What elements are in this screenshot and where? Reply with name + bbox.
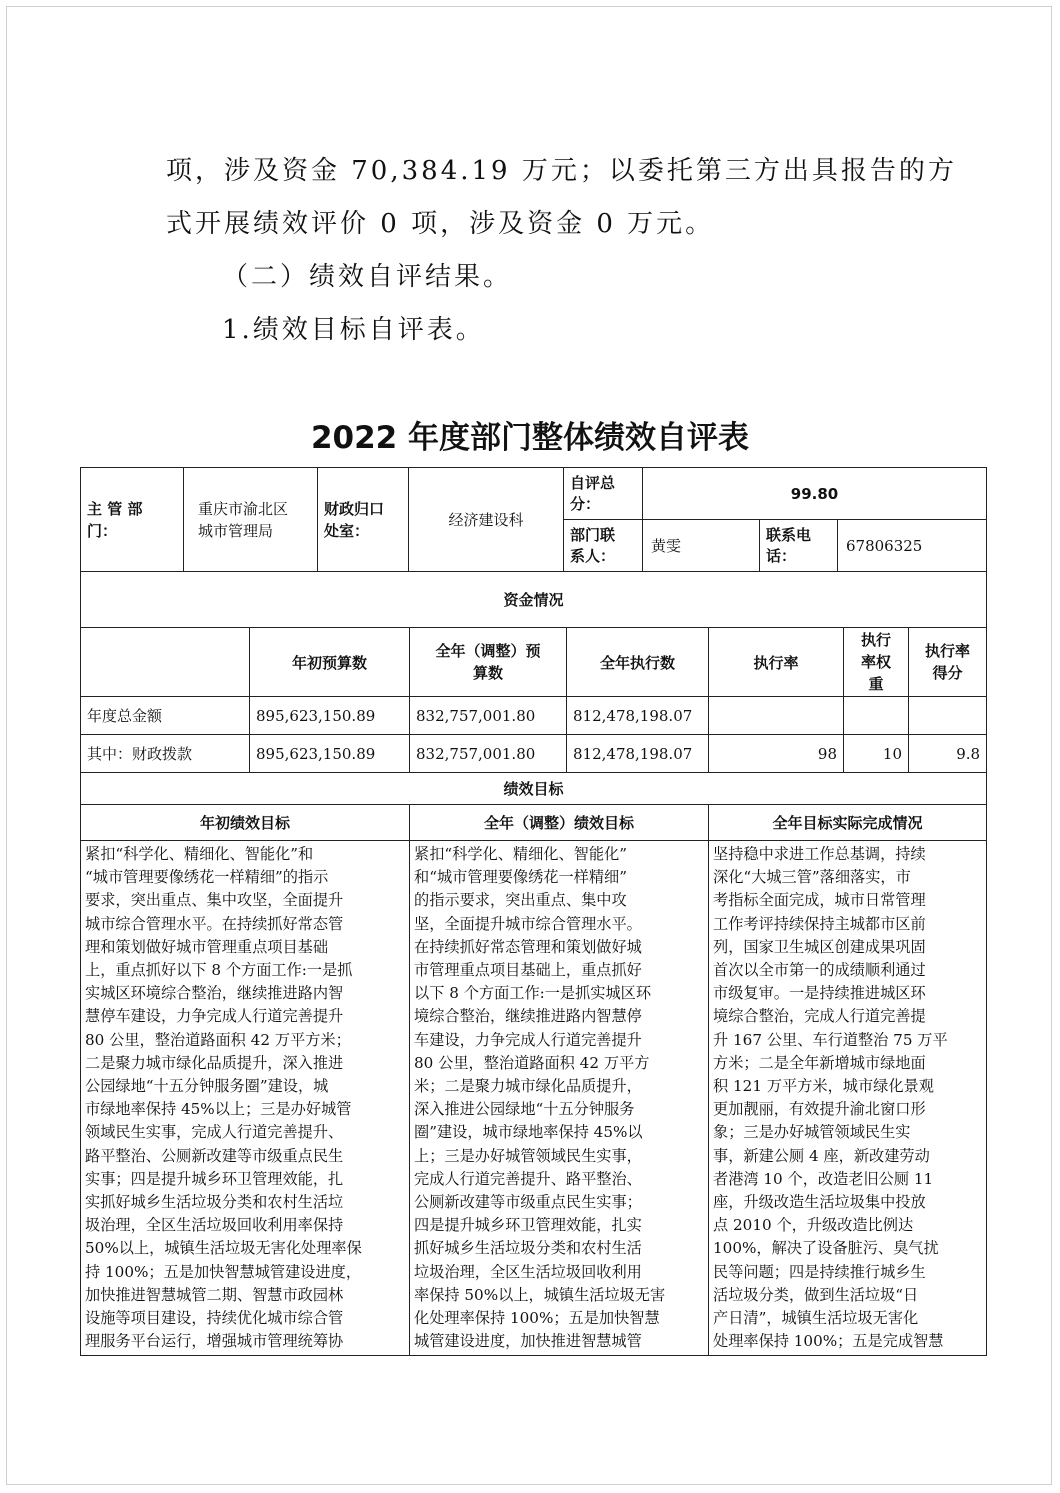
row-score bbox=[909, 697, 987, 735]
table-row bbox=[81, 697, 987, 735]
goals-section-label: 绩效目标 bbox=[81, 773, 987, 805]
contact-label: 部门联 系人： bbox=[564, 520, 643, 572]
row-weight bbox=[844, 697, 909, 735]
goals-col-adjusted: 全年（调整）绩效目标 bbox=[410, 805, 709, 841]
row-executed: 812,478,198.07 bbox=[567, 735, 709, 773]
section-heading: （二）绩效自评结果。 bbox=[222, 262, 513, 292]
row-adjusted: 832,757,001.80 bbox=[410, 697, 567, 735]
funds-col-rate: 执行率 bbox=[709, 628, 844, 697]
paragraph-1: 项，涉及资金 70,384.19 万元；以委托第三方出具报告的方 bbox=[166, 156, 957, 186]
goals-table bbox=[80, 772, 987, 1356]
contact-value: 黄雯 bbox=[643, 520, 760, 572]
subsection-heading: 1.绩效目标自评表。 bbox=[222, 315, 485, 345]
row-initial: 895,623,150.89 bbox=[250, 735, 410, 773]
row-initial: 895,623,150.89 bbox=[250, 697, 410, 735]
score-value: 99.80 bbox=[643, 468, 987, 520]
funds-section-label: 资金情况 bbox=[81, 572, 987, 628]
header-table bbox=[80, 467, 987, 572]
paragraph-2: 式开展绩效评价 0 项，涉及资金 0 万元。 bbox=[166, 209, 715, 239]
funds-col-initial: 年初预算数 bbox=[250, 628, 410, 697]
goals-col-initial: 年初绩效目标 bbox=[81, 805, 410, 841]
initial-goal-text: 紧扣“科学化、精细化、智能化”和 “城市管理要像绣花一样精细”的指示 要求，突出重点、集中攻坚，全面提升 城市综合管理水平。在持续抓好常态管 理和策划做好城市管理重点项目基础 上，重点抓好以下 8 个方面工作:一是抓 实城区环境综合整治，继续推进路内智 慧停车建设，力争完成人行道完善提升 80 公里，整治道路面积 42 万平方米； 二是聚力城市绿化品质提升，深入推进 公园绿地“十五分钟服务圈”建设，城 市绿地率保持 45%以上；三是办好城管 领域民生实事，完成人行道完善提升、 路平整治、公厕新改建等市级重点民生 实事；四是提升城乡环卫管理效能，扎 实抓好城乡生活垃圾分类和农村生活垃 圾治理，全区生活垃圾回收利用率保持 50%以上，城镇生活垃圾无害化处理率保 持 100%；五是加快智慧城管建设进度， 加快推进智慧城管二期、智慧市政园林 设施等项目建设，持续优化城市综合管 理服务平台运行，增强城市管理统筹协 bbox=[81, 841, 410, 1356]
funds-col-weight: 执行 率权 重 bbox=[844, 628, 909, 697]
row-adjusted: 832,757,001.80 bbox=[410, 735, 567, 773]
phone-value: 67806325 bbox=[838, 520, 987, 572]
row-score: 9.8 bbox=[909, 735, 987, 773]
funds-col-0 bbox=[81, 628, 250, 697]
funds-col-score: 执行率 得分 bbox=[909, 628, 987, 697]
fin-office-label: 财政归口 处室： bbox=[318, 468, 409, 572]
adjusted-goal-text: 紧扣“科学化、精细化、智能化” 和“城市管理要像绣花一样精细” 的指示要求，突出重点、集中攻 坚，全面提升城市综合管理水平。 在持续抓好常态管理和策划做好城 市管理重点项目基础上，重点抓好 以下 8 个方面工作:一是抓实城区环 境综合整治，继续推进路内智慧停 车建设，力争完成人行道完善提升 80 公里，整治道路面积 42 万平方 米；二是聚力城市绿化品质提升， 深入推进公园绿地“十五分钟服务 圈”建设，城市绿地率保持 45%以 上；三是办好城管领域民生实事， 完成人行道完善提升、路平整治、 公厕新改建等市级重点民生实事； 四是提升城乡环卫管理效能，扎实 抓好城乡生活垃圾分类和农村生活 垃圾治理，全区生活垃圾回收利用 率保持 50%以上，城镇生活垃圾无害 化处理率保持 100%；五是加快智慧 城管建设进度，加快推进智慧城管 bbox=[410, 841, 709, 1356]
goals-col-actual: 全年目标实际完成情况 bbox=[709, 805, 987, 841]
form-title: 2022 年度部门整体绩效自评表 bbox=[310, 420, 750, 456]
funds-col-executed: 全年执行数 bbox=[567, 628, 709, 697]
fin-office-value: 经济建设科 bbox=[409, 468, 564, 572]
funds-table bbox=[80, 571, 987, 773]
row-label: 其中：财政拨款 bbox=[81, 735, 250, 773]
phone-label: 联系电 话： bbox=[760, 520, 838, 572]
score-label: 自评总 分： bbox=[564, 468, 643, 520]
actual-completion-text: 坚持稳中求进工作总基调，持续 深化“大城三管”落细落实，市 考指标全面完成，城市日常管理 工作考评持续保持主城都市区前 列，国家卫生城区创建成果巩固 首次以全市第一的成绩顺利通过 市级复审。一是持续推进城区环 境综合整治，完成人行道完善提 升 167 公里、车行道整治 75 万平 方米；二是全年新增城市绿地面 积 121 万平方米，城市绿化景观 更加靓丽，有效提升渝北窗口形 象；三是办好城管领域民生实 事，新建公厕 4 座，新改建劳动 者港湾 10 个，改造老旧公厕 11 座，升级改造生活垃圾集中投放 点 2010 个，升级改造比例达 100%，解决了设备脏污、臭气扰 民等问题；四是持续推行城乡生 活垃圾分类，做到生活垃圾“日 产日清”，城镇生活垃圾无害化 处理率保持 100%；五是完成智慧 bbox=[709, 841, 987, 1356]
table-row bbox=[81, 735, 987, 773]
row-label: 年度总金额 bbox=[81, 697, 250, 735]
row-executed: 812,478,198.07 bbox=[567, 697, 709, 735]
row-rate: 98 bbox=[709, 735, 844, 773]
funds-col-adjusted: 全年（调整）预 算数 bbox=[410, 628, 567, 697]
row-weight: 10 bbox=[844, 735, 909, 773]
row-rate bbox=[709, 697, 844, 735]
dept-label: 主 管 部 门： bbox=[81, 468, 184, 572]
dept-value: 重庆市渝北区 城市管理局 bbox=[184, 468, 318, 572]
